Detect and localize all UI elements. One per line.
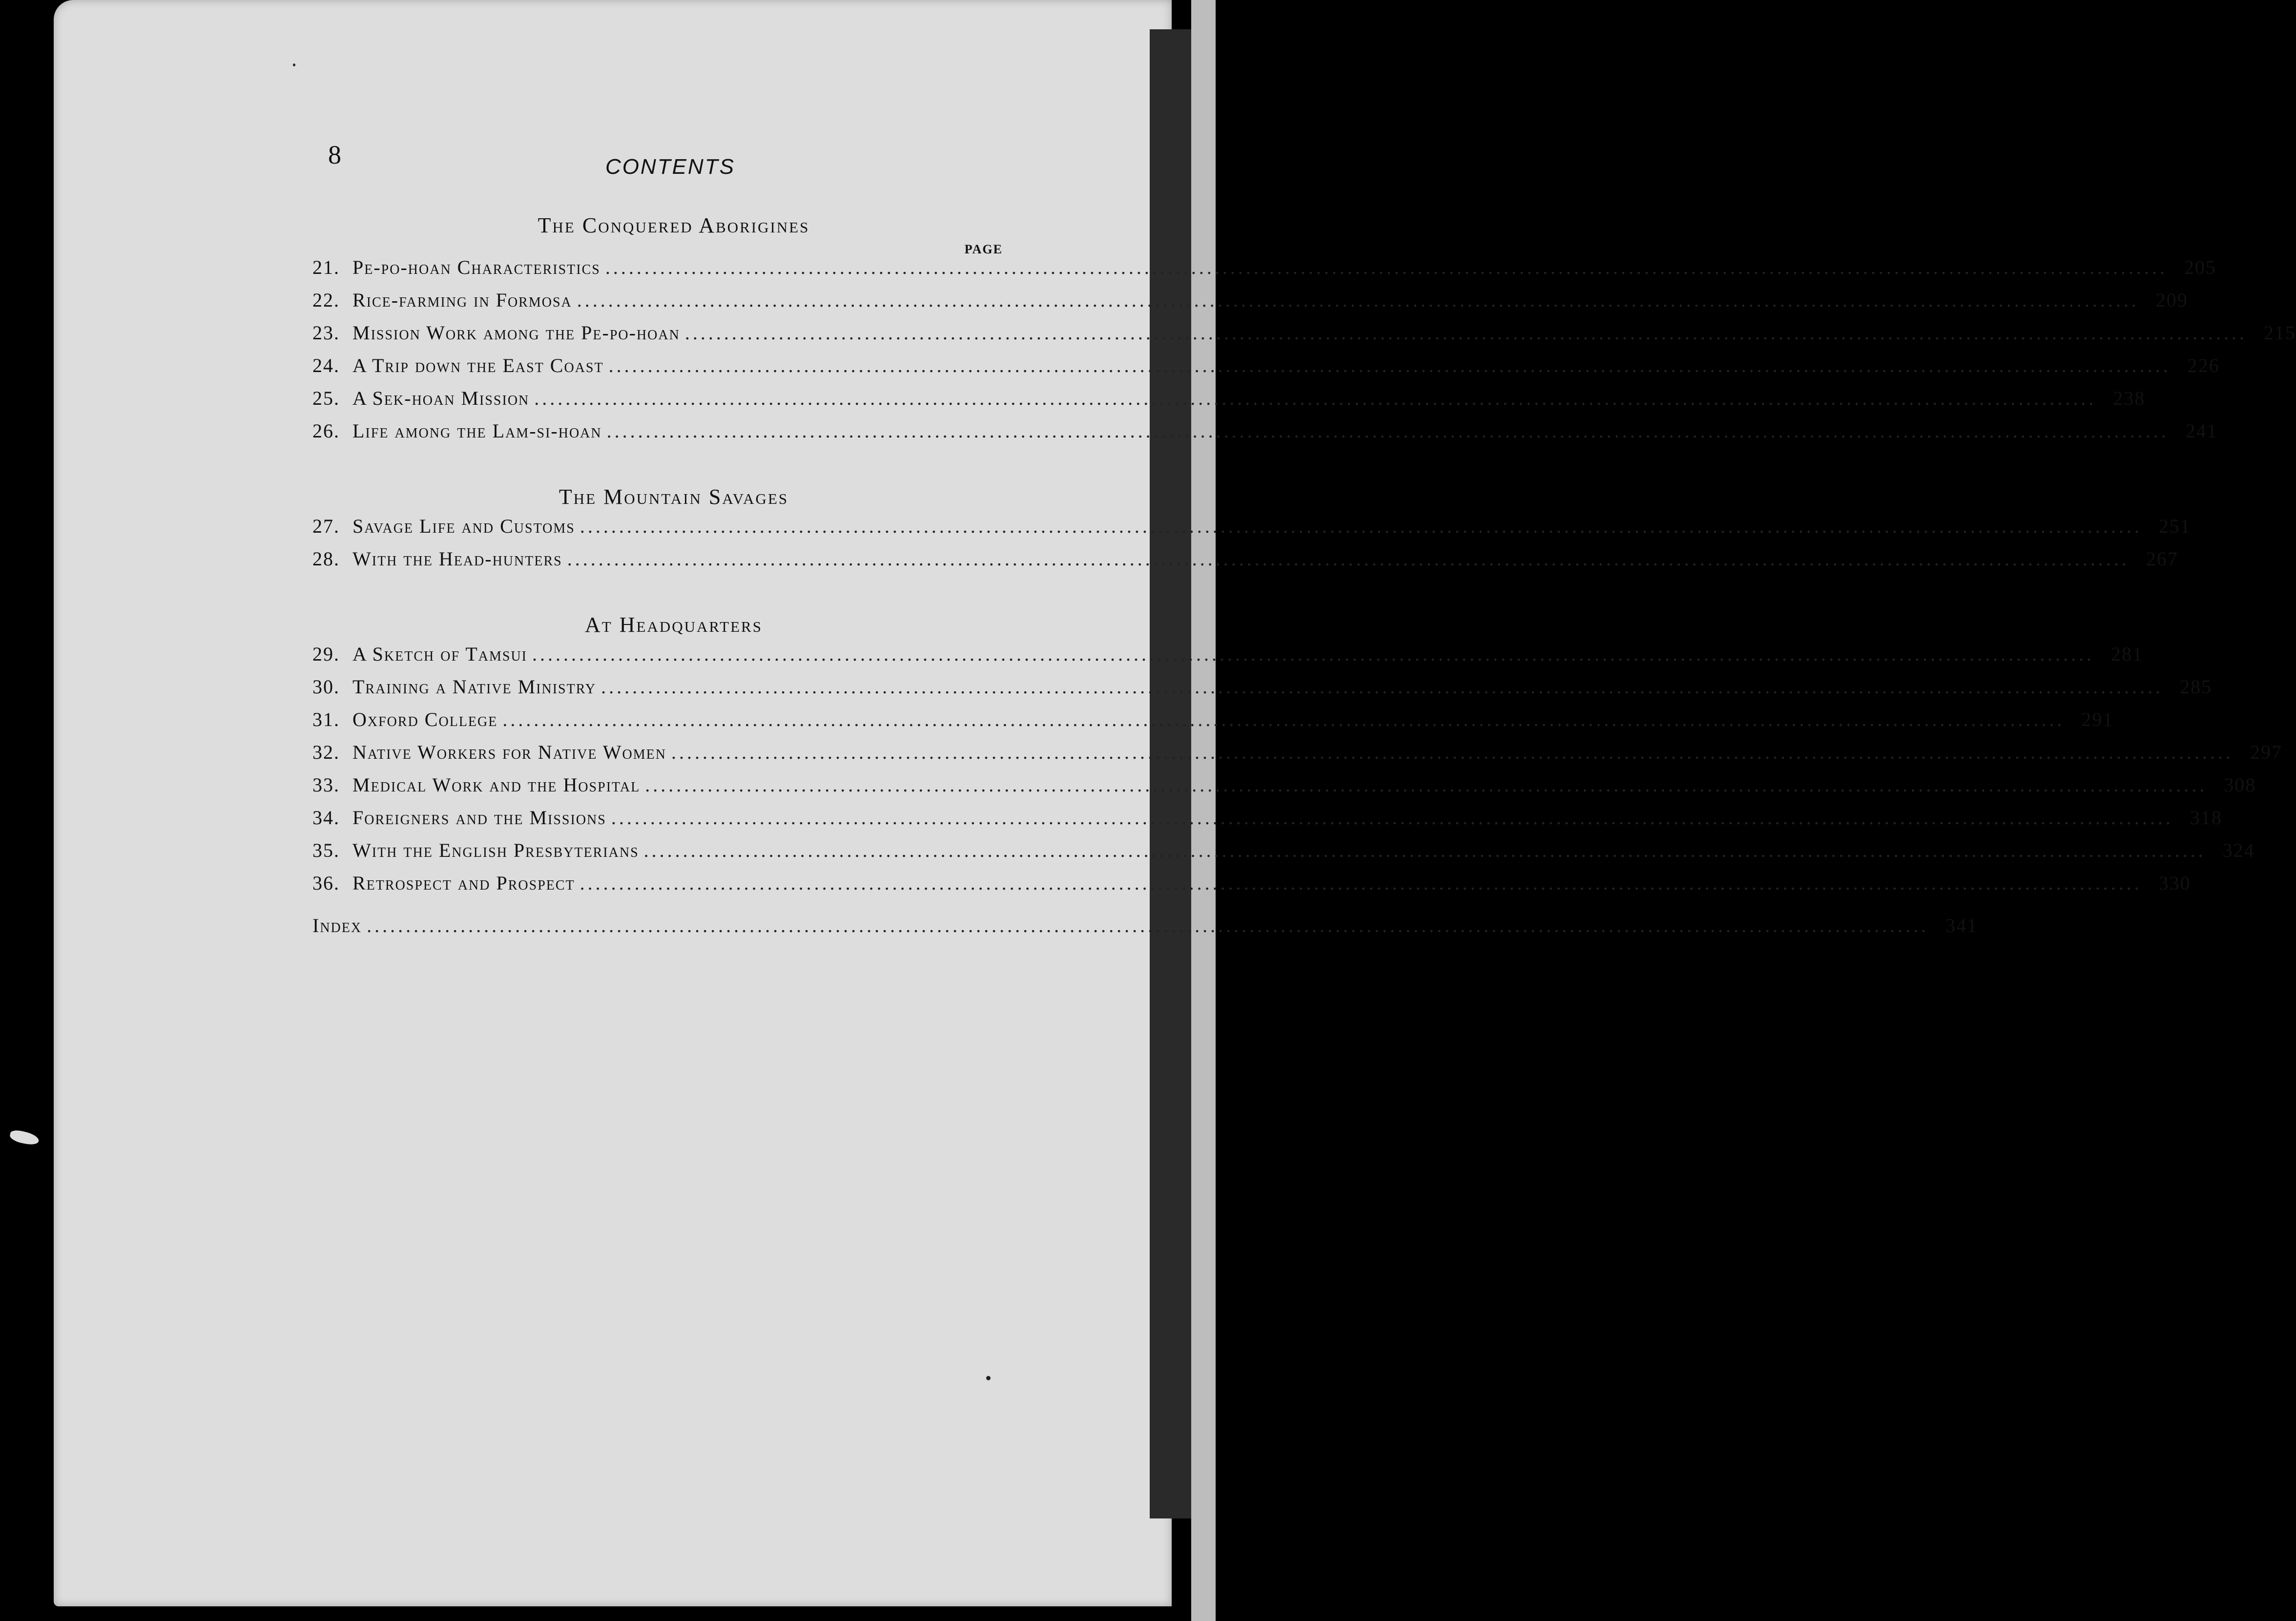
chapter-title: Oxford College (352, 708, 498, 730)
toc-entry (312, 289, 2188, 321)
scan-artifact (9, 1129, 40, 1146)
toc-section (312, 213, 2296, 452)
dot-leader: ........................................................................................................................................................................................................ (611, 807, 2173, 829)
section-heading: At Headquarters (585, 613, 763, 637)
chapter-number: 33. (312, 774, 340, 796)
toc-entry (312, 321, 2296, 354)
chapter-title: With the Head-hunters (352, 548, 562, 570)
dot-leader: ........................................................................................................................................................................................................ (567, 548, 2130, 570)
chapter-number: 30. (312, 676, 340, 698)
dot-leader: ........................................................................................................................................................................................................ (608, 354, 2171, 376)
chapter-title: Life among the Lam-si-hoan (352, 420, 602, 442)
dot-leader: ........................................................................................................................................................................................................ (606, 420, 2169, 442)
chapter-page: 241 (2185, 420, 2218, 442)
running-head: CONTENTS (605, 155, 735, 179)
page-number: 8 (328, 140, 341, 169)
chapter-page: 281 (2111, 643, 2143, 665)
chapter-title: A Sek-hoan Mission (352, 387, 530, 409)
toc-entry (312, 773, 2256, 806)
chapter-page: 330 (2158, 872, 2191, 894)
dot-leader: ........................................................................................................................................................................................................ (605, 256, 2168, 278)
chapter-number: 26. (312, 420, 340, 442)
chapter-page: 209 (2155, 289, 2188, 311)
chapter-page: 297 (2250, 741, 2282, 763)
toc-entry (312, 839, 2255, 872)
chapter-number: 34. (312, 807, 340, 829)
section-heading: The Mountain Savages (558, 485, 789, 509)
chapter-title: Retrospect and Prospect (352, 872, 575, 894)
chapter-number: 22. (312, 289, 340, 311)
chapter-number: 27. (312, 515, 340, 537)
section-heading: The Conquered Aborigines (538, 213, 810, 237)
chapter-page: 308 (2224, 774, 2256, 796)
index-title: Index (312, 914, 362, 936)
toc-entry (312, 643, 2143, 675)
toc-entry (312, 547, 2178, 580)
chapter-number: 36. (312, 872, 340, 894)
chapter-title: A Trip down the East Coast (352, 354, 604, 376)
scan-speck (293, 63, 295, 66)
chapter-title: Training a Native Ministry (352, 676, 597, 698)
toc-entry (312, 872, 2191, 904)
chapter-number: 31. (312, 708, 340, 730)
chapter-page: 318 (2190, 807, 2222, 829)
dot-leader: ........................................................................................................................................................................................................ (671, 741, 2234, 763)
dot-leader: ........................................................................................................................................................................................................ (601, 676, 2164, 698)
chapter-title: Foreigners and the Missions (352, 807, 606, 829)
dot-leader: ........................................................................................................................................................................................................ (534, 387, 2097, 409)
chapter-page: 205 (2184, 256, 2216, 278)
dot-leader: ........................................................................................................................................................................................................ (532, 643, 2094, 665)
chapter-number: 32. (312, 741, 340, 763)
toc-entry (312, 354, 2220, 387)
dot-leader: ........................................................................................................................................................................................................ (367, 914, 1929, 936)
dot-leader: ........................................................................................................................................................................................................ (684, 322, 2247, 344)
chapter-number: 29. (312, 643, 340, 665)
toc-section (312, 613, 2282, 904)
chapter-page: 285 (2180, 676, 2213, 698)
scan-speck (986, 1376, 991, 1380)
toc-entry (312, 419, 2218, 452)
chapter-page: 226 (2187, 354, 2220, 376)
chapter-number: 23. (312, 322, 340, 344)
chapter-page: 251 (2158, 515, 2191, 537)
dot-leader: ........................................................................................................................................................................................................ (579, 515, 2142, 537)
chapter-number: 35. (312, 839, 340, 861)
toc-entry (312, 256, 2216, 289)
dot-leader: ........................................................................................................................................................................................................ (502, 708, 2065, 730)
toc-entry (312, 708, 2114, 741)
toc-entry (312, 387, 2146, 419)
chapter-page: 215 (2263, 322, 2296, 344)
toc-entry (312, 675, 2213, 708)
chapter-title: A Sketch of Tamsui (352, 643, 527, 665)
chapter-title: Rice-farming in Formosa (352, 289, 572, 311)
chapter-title: Native Workers for Native Women (352, 741, 666, 763)
chapter-number: 24. (312, 354, 340, 376)
chapter-title: Savage Life and Customs (352, 515, 575, 537)
chapter-number: 28. (312, 548, 340, 570)
dot-leader: ........................................................................................................................................................................................................ (645, 774, 2208, 796)
toc-entry (312, 515, 2191, 547)
chapter-title: Medical Work and the Hospital (352, 774, 641, 796)
chapter-title: With the English Presbyterians (352, 839, 639, 861)
toc-section (312, 485, 2191, 580)
dot-leader: ........................................................................................................................................................................................................ (579, 872, 2142, 894)
chapter-title: Mission Work among the Pe-po-hoan (352, 322, 680, 344)
chapter-page: 291 (2081, 708, 2114, 730)
dot-leader: ........................................................................................................................................................................................................ (577, 289, 2139, 311)
dot-leader: ........................................................................................................................................................................................................ (643, 839, 2206, 861)
chapter-number: 25. (312, 387, 340, 409)
chapter-page: 238 (2113, 387, 2146, 409)
chapter-number: 21. (312, 256, 340, 278)
toc-entry (312, 806, 2222, 839)
chapter-page: 324 (2222, 839, 2255, 861)
toc-index-entry (312, 914, 1978, 947)
chapter-title: Pe-po-hoan Characteristics (352, 256, 600, 278)
chapter-page: 267 (2146, 548, 2178, 570)
page-column-label: PAGE (964, 242, 1003, 256)
index-page: 341 (1945, 914, 1978, 936)
toc-entry (312, 741, 2282, 773)
table-of-contents (312, 213, 2296, 947)
